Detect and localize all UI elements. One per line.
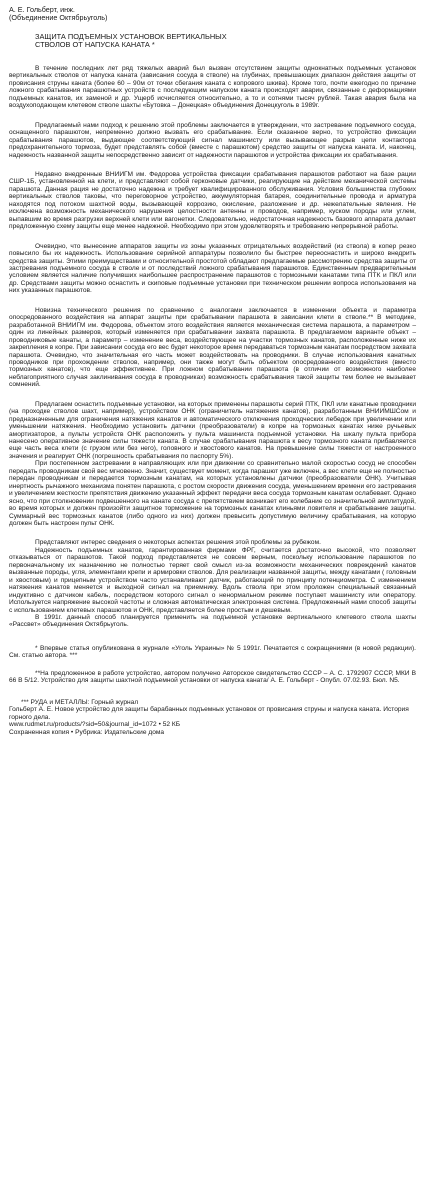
source-link-line (9, 721, 416, 728)
paragraph-jamming: При постепенном застревании в направляющих или при движении со сравнительно малой скоростью сосуд не способен передать проводникам свой вес мгновенно. Значит, существует момент, когда парашют уже включен, а вес клети еще не полностью передан проводникам и передается тормозным канатам, на которых установлены датчики (преобразователи ОНК). Учитывая инертность рычажного механизма понятен парашюта, с ростом скорости движения сосуда, уменьшением времени его застревания и увеличением жесткости препятствия движению указанный эффект передачи веса сосуда тормозным канатам ослабевает. Однако ясно, что при столкновении подвешенного на канате сосуда с препятствием возникает его колебание со значительной амплитудой, во время которых и должен произойти защитное торможение на тормозных канатах клиньями ловителя и срабатывание защиты. Суммарный вес тормозных канатов (либо одного из них) должен превысить допустимую величину срабатывания, на которую должен быть настроен пульт ОНК. (9, 460, 417, 528)
paragraph-vniigm: Недавно внедренные ВНИИГМ им. Федорова устройства фиксации срабатывания парашютов работают на базе рации СШР-1Б, установленной на клети, и представляют собой герконовые датчики, реагирующие на действие механической системы парашюта. Данная рация не достаточно надежна и требует квалифицированного обслуживания. Условия большинства глубоких вертикальных стволов таковы, что переговорное устройство, аккумуляторная батарея, соединительные провода и арматура находятся под потоком шахтной воды, вызывающей коррозию, окисление, разложение и др. нежелательные явления. Не исключена возможность механического нарушения целостности антенны и проводов, например, куском породы или углем, выпавшим во время разгрузки верхней клети или вагонетки. Следовательно, недостаточная надежность базового аппарата делает предложенную схему защиты еще менее надежной. Необходимо при этом удовлетворять и требованию непрерывной работы. (9, 170, 416, 231)
source-saved-copy[interactable]: Сохраненная копия • Рубрика: Издательские дома (9, 728, 165, 736)
paragraph-germany: Надежность подъемных канатов, гарантированная фирмами ФРГ, считается достаточно высокой, что позволяет отказываться от парашютов. Такой подход представляется не совсем верным, поскольку использование парашютов по первоначальному их назначению не полностью теряет свой смысл из-за возможности механических повреждений канатов вызванные породы, угля, элементами крепи и армировки стволов. Для реализации названной защиты, между канатами ( головным и хвостовым) и прицепным устройством часто устанавливают датчик, работающий по принципу потенциометра. С изменением натяжения канатов меняется и выходной сигнал на приемнику. Вдоль ствола при этом проложен специальный связанный индуктивно с датчиком кабель, посредством которого сигнал о ненормальном режиме поступает машинисту или оператору. Используется напряжение высокой частоты и сложная автоматическая электронная система. Предложенный нами способ защиты с использованием клетевых парашютов и ОНК, представляется более простым и дешевым. (9, 546, 416, 614)
paragraph-plan-1991: В 1991г. данный способ планируется применить на подъемной установке вертикального клетевого ствола шахты «Рассвет» объединения Октябрьуголь. (9, 614, 416, 629)
source-file-size: • 52 КБ (158, 721, 181, 729)
paragraph-intro: В течение последних лет ряд тяжелых аварий был вызван отсутствием защиты однокнатных подъемных установок вертикальных стволов от напуска каната (зависания сосуда в стволе) на глубинах, превышающих диапазон действия защиты от провисания струны каната (более 60 – 90м от точки сбегания каната с копрового шкива). Кроме того, почти ежегодно по причине ложного срабатывания парашютных устройств с последующим напуском каната происходят аварии, связанные с деформациями подъемных канатов, их заменой и др. Ущерб исчисляется относительно, а то и сотнями тысяч рублей. Такая авария была на воздухоподающем клетевом стволе шахты «Бутовка – Донецкая» объединения Донецкуголь в 1989г. (9, 65, 416, 110)
author-name: А. Е. Гольберт, инж. (9, 5, 75, 14)
paragraph-approach: Предлагаемый нами подход к решению этой проблемы заключается в утверждении, что застревание подъемного сосуда, оснащенного парашютом, непременно должно вызвать его срабатывание. Если сказанное верно, то устройство фиксации срабатывания парашютов, выдающее соответствующий сигнал машинисту или вызывающее разрыв цепи контактора предохранительного тормоза, будет представлять собой (вместе с парашютом) средство защиты от напуска каната. И, наконец, надежность названной защиты непосредственно зависит от надежности парашютов и устройства фиксации их срабатывания. (9, 121, 416, 159)
source-block (9, 699, 416, 736)
source-journal: *** РУДА и МЕТАЛЛЫ: Горный журнал (21, 698, 139, 706)
paragraph-novelty: Новизна технического решения по сравнению с аналогами заключается в изменении объекта и параметра опосредованного воздействия на аппарат защиты при срабатывании парашюта в зависании клети в стволе.** В методике, разработанной ВНИИГМ им. Федорова, объектом этого воздействия является механическая система парашюта, а параметром – один из линейных размеров, который изменяется при срабатывании захвата парашюта. В предлагаемом варианте объект – проводниковые канаты, а параметр – изменение веса, воздействующее на участки тормозных канатов, расположенные ниже их закрепления в копре. При зависании сосуда его вес будет некоторое время передаваться тормозным канатам посредством захвата парашюта. Очевидно, что значительная его часть может воздействовать на проводники. В случае использования канатных проводников при прохождении стволов, например, они также могут быть объектом опосредованного воздействия (вместо тормозных канатов), что еще эффективнее. При ложном срабатывании парашюта (в отличии от возможного наиболее неблагоприятного случая заклинивания сосуда в проводниках) возможность срабатывания такой защиты тем более не вызывает сомнений. (9, 306, 416, 389)
author-block (9, 6, 416, 23)
author-affiliation: (Объединение Октябрьуголь) (9, 13, 108, 23)
title-line-1: ЗАЩИТА ПОДЪЕМНЫХ УСТАНОВОК ВЕРТИКАЛЬНЫХ (35, 31, 227, 41)
paragraph-relocation: Очевидно, что вынесение аппаратов защиты из зоны указанных отрицательных воздействий (из ствола) в копер резко повысило бы их надежность. Использование серийной аппаратуры позволило бы быстрее переоснастить и широко внедрить средства защиты. Этими преимуществами и относительной простотой обладают предлагаемые рассмотрению средства защиты от застревания подъемного сосуда в стволе и от последствий ложного срабатывания парашютов. Единственным предварительным условием является наличие получивших наибольшее распространение парашютов с тормозными канатами типа ПТК и ПКЛ или др. Средствами защиты можно оснастить и скиповые подъемные установки при техническом решении вопроса использования на них указанных парашютов. (9, 242, 416, 295)
paragraph-abroad-intro: Представляют интерес сведения о некоторых аспектах решения этой проблемы за рубежом. (35, 539, 321, 547)
paragraph-onk: Предлагаем оснастить подъемные установки, на которых применены парашюты серий ПТК, ПКЛ или канатные проводники (на проходке стволов шахт, например), устройством ОНК (ограничитель натяжения канатов), разработанным ВНИИМШСом и предназначенным для ограничения натяжения канатов и автоматического отключения проходческих лебедок при увеличении или уменьшении натяжения. Необходимо установить датчики (преобразователи) в копре на тормозных канатах ниже ручьевых амортизаторов, а пульты устройств ОНК расположить у пульта машиниста подъемной установки. На шкалу пульта прибора нанесено оперативное значение силы тяжести каната. В случае срабатывания парашюта к весу тормозного каната прибавляется еще часть веса клети (с грузом или без него), головного и хвостового канатов. На превышение силы тяжести от настроенного значения и реагирует ОНК (погрешность срабатывания по паспорту 5%). (9, 400, 416, 460)
source-url-link[interactable]: www.rudmet.ru/products/?sid=50&journal_id=1072 (9, 721, 157, 729)
title-line-2: СТВОЛОВ ОТ НАПУСКА КАНАТА * (35, 40, 155, 50)
footnote-certificate: **На предложенное в работе устройство, автором получено Авторское свидетельство СССР – А. С. 1792907 СССР, МКИ В 66 В 5/12. Устройство для защиты шахтной подъемной установки от напуска каната/ А. Е. Гольберт - Опубл. 07.02.93. Бюл. N5. (9, 669, 416, 685)
source-citation: Гольберт А. Е. Новое устройство для защиты барабанных подъемных установок от провисания струны и напуска каната. История горного дела. (9, 706, 409, 721)
footnote-publication: * Впервые статья опубликована в журнале «Уголь Украины» № 5 1991г. Печатается с сокращениями (в новой редакции). См. статью автора. *** (9, 644, 416, 660)
article-body (9, 65, 416, 629)
article-title (35, 33, 416, 50)
